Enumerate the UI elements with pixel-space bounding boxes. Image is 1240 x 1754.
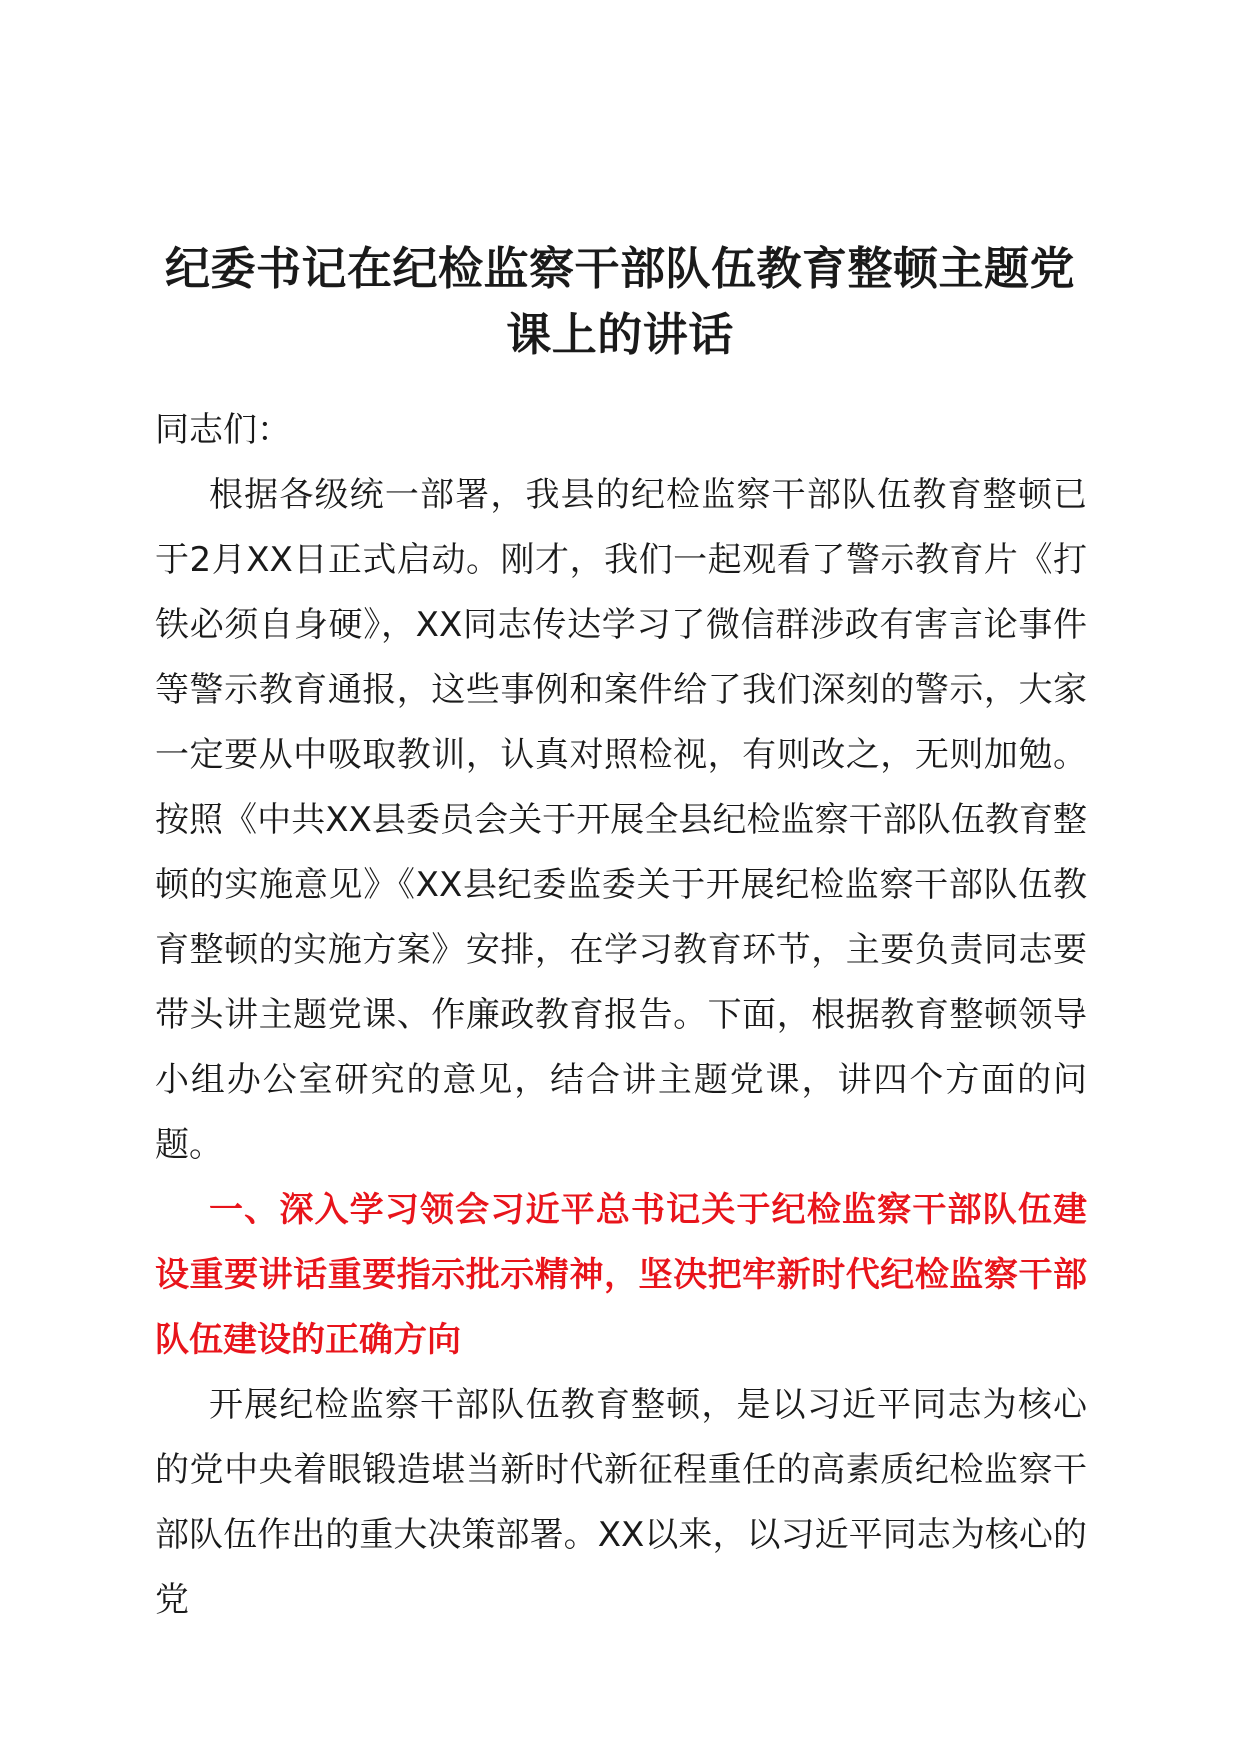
document-title: 纪委书记在纪检监察干部队伍教育整顿主题党课上的讲话 xyxy=(164,242,1075,361)
greeting-line: 同志们： xyxy=(155,410,291,450)
document-body xyxy=(155,398,1087,1633)
section-heading-1: 一、深入学习领会习近平总书记关于纪检监察干部队伍建设重要讲话重要指示批示精神，坚决把牢新时代纪检监察干部队伍建设的正确方向 xyxy=(155,1190,1087,1360)
intro-paragraph: 根据各级统一部署，我县的纪检监察干部队伍教育整顿已于2月XX日正式启动。刚才，我们一起观看了警示教育片《打铁必须自身硬》，XX同志传达学习了微信群涉政有害言论事件等警示教育通报，这些事例和案件给了我们深刻的警示，大家一定要从中吸取教训，认真对照检视，有则改之，无则加勉。按照《中共XX县委员会关于开展全县纪检监察干部队伍教育整顿的实施意见》《XX县纪委监委关于开展纪检监察干部队伍教育整顿的实施方案》安排，在学习教育环节，主要负责同志要带头讲主题党课、作廉政教育报告。下面，根据教育整顿领导小组办公室研究的意见，结合讲主题党课，讲四个方面的问题。 xyxy=(155,475,1087,1165)
section-paragraph-1: 开展纪检监察干部队伍教育整顿，是以习近平同志为核心的党中央着眼锻造堪当新时代新征程重任的高素质纪检监察干部队伍作出的重大决策部署。XX以来，以习近平同志为核心的党 xyxy=(155,1385,1087,1620)
